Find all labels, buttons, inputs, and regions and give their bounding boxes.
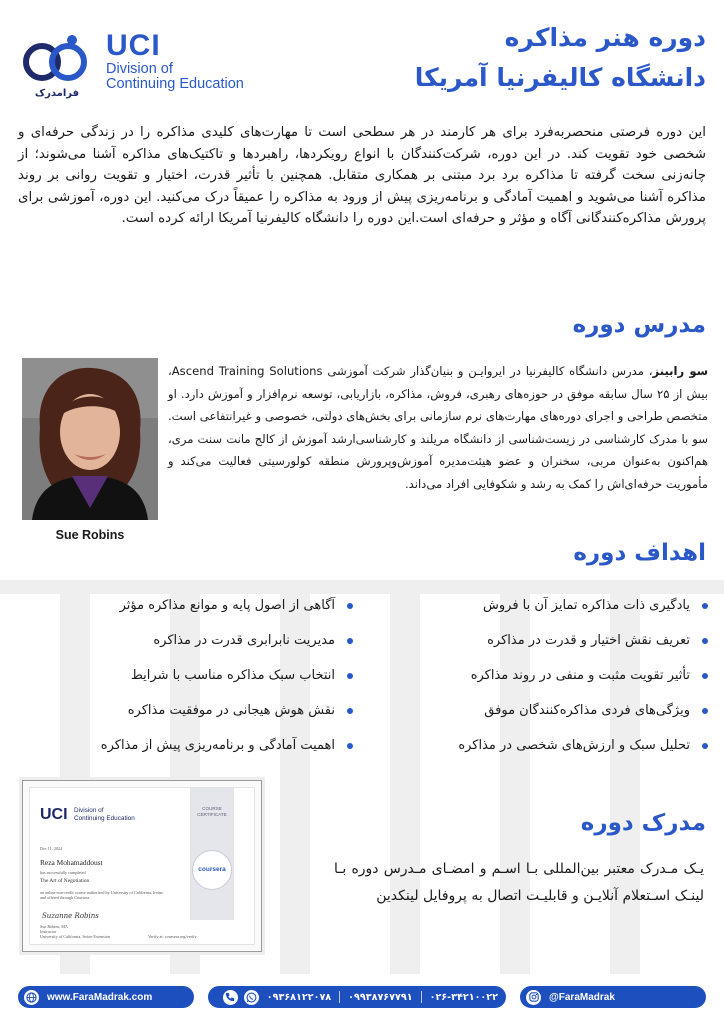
goal-item: تأثیر تقویت مثبت و منفی در روند مذاکره [373,658,708,693]
bullet-dot-icon [702,673,708,679]
phone-number-2[interactable]: ۰۹۹۳۸۷۶۷۷۹۱ [348,991,413,1003]
intro-paragraph: این دوره فرصتی منحصربه‌فرد برای هر کارمند در هر سطحی است تا مهارت‌های کلیدی مذاکره را در زندگی حرفه‌ای و شخصی خود تقویت کند. در این دوره، شرکت‌کنندگان با انواع رویکردها، راهبردها و تاکتیک‌های مذاکره آشنا می‌شوند؛ از چانه‌زنی سخت گرفته تا مذاکره برد برد مبتنی بر همکاری متقابل. همچنین با تأثیر قدرت، اختیار و تقویت روانی بر روند مذاکره آشنا می‌شوید و اهمیت آمادگی و برنامه‌ریزی پیش از ورود به مذاکره را عمیقاً درک می‌کنید. این دوره، آموزشی برای پرورش مذاکره‌کنندگانی آگاه و مؤثر و حرفه‌ای است.این دوره را دانشگاه کالیفرنیا آمریکا ارائه کرده است. [18,125,706,227]
certificate-signer-1: Sue Robins, MA [40,924,69,929]
certificate-verify: Verify at: coursera.org/verify [148,934,197,939]
instagram-icon [526,990,541,1005]
bullet-dot-icon [347,638,353,644]
whatsapp-icon [244,990,259,1005]
goal-item: تعریف نقش اختیار و قدرت در مذاکره [373,623,708,658]
title-line-2: دانشگاه کالیفرنیا آمریکا [414,63,706,92]
instructor-portrait-icon [22,358,158,520]
phone-number-1[interactable]: ۰۹۳۶۸۱۲۲۰۷۸ [266,991,332,1003]
footer-instagram-pill[interactable] [520,986,706,1008]
bullet-dot-icon [347,673,353,679]
goals-list [18,588,708,763]
bullet-dot-icon [702,638,708,644]
goal-item: مدیریت نابرابری قدرت در مذاکره [18,623,353,658]
title-line-1: دوره هنر مذاکره [504,23,706,52]
phone-number-3[interactable]: ۰۲۶-۳۴۲۱۰۰۲۲ [429,991,498,1003]
goal-item: یادگیری ذات مذاکره تمایز آن با فروش [373,588,708,623]
goal-item: تحلیل سبک و ارزش‌های شخصی در مذاکره [373,728,708,763]
bullet-dot-icon [347,708,353,714]
goals-heading: اهداف دوره [573,540,706,566]
instructor-bio [168,360,708,495]
goal-item: ویژگی‌های فردی مذاکره‌کنندگان موفق [373,693,708,728]
footer-website-pill[interactable] [18,986,194,1008]
instructor-heading: مدرس دوره [572,312,706,338]
uci-wordmark [106,30,244,92]
certificate-course: The Art of Negotiation [40,878,90,884]
certificate-recipient: Reza Mohamaddoust [40,858,103,867]
certificate-image [22,780,262,952]
bullet-dot-icon [702,708,708,714]
certificate-ribbon-text: COURSE CERTIFICATE [197,806,227,817]
instructor-bio-text: ، مدرس دانشگاه کالیفرنیا در ایروایـن و بنیان‌گذار شرکت آموزشی Ascend Training Solutions، بیش از ۲۵ سال سابقه موفق در حوزه‌های رهبری، فروش، مذاکره، بازاریابی، توسعه نرم‌افزار و آموزش دارد. او متخصص طراحی و اجرای دوره‌های مهارت‌های نرم سازمانی برای بخش‌های دولتی، خصوصی و غیرانتفاعی است. سو با مدرک کارشناسی در زیست‌شناسی از دانشگاه مریلند و کارشناسی‌ارشد آموزش از کالج مانت سنت مری، هم‌اکنون به‌عنوان مربی، سخنران و عضو هیئت‌مدیره آموزش‌وپرورش منطقه کولورسیتی فعالیت می‌کند و مأموریت حرفه‌ای‌اش را کمک به رشد و شکوفایی افراد می‌داند. [168,364,708,491]
certificate-division: Division of Continuing Education [74,807,135,822]
instructor-photo-caption: Sue Robins [55,528,125,542]
bullet-dot-icon [702,603,708,609]
goal-item: انتخاب سبک مذاکره مناسب با شرایط [18,658,353,693]
instagram-handle[interactable]: @FaraMadrak [549,991,615,1003]
certificate-description: یـک مـدرک معتبر بین‌المللی بـا اسـم و امضـای مـدرس دوره بـا لینـک اسـتعلام آنلایـن و قابلیـت اتصال به پروفایل لینکدین [334,861,704,904]
brand-name-fa: فرامدرک [34,88,80,99]
goal-item: آگاهی از اصول پایه و موانع مذاکره مؤثر [18,588,353,623]
certificate-heading: مدرک دوره [580,810,706,836]
goal-item: نقش هوش هیجانی در موفقیت مذاکره [18,693,353,728]
phone-icon [223,990,238,1005]
faramadrak-logo-icon [20,32,92,96]
certificate-uci: UCI [40,806,68,823]
uci-division-line: Division of [106,61,173,77]
certificate-completed: has successfully completed [40,870,86,875]
certificate-signer-2: Instructor [40,929,57,934]
certificate-signer-3: University of California, Irvine Extension [40,934,111,939]
page-title [346,18,706,98]
instructor-name: سو رابینز [652,364,708,378]
bullet-dot-icon [702,743,708,749]
footer-phone-pill [208,986,506,1008]
bullet-dot-icon [347,743,353,749]
uci-logo [20,28,260,98]
uci-continuing-line: Continuing Education [106,76,244,92]
website-link[interactable]: www.FaraMadrak.com [47,991,153,1003]
instructor-photo [22,358,158,520]
bullet-dot-icon [347,603,353,609]
coursera-seal-text: coursera [198,866,226,873]
certificate-date: Dec 11, 2024 [40,846,63,851]
certificate-sheet [29,787,255,945]
uci-title: UCI [106,29,161,62]
goal-item: اهمیت آمادگی و برنامه‌ریزی پیش از مذاکره [18,728,353,763]
certificate-authorized: an online non-credit course authorized by University of California, Irvine and offered through Coursera [40,890,164,900]
phone-separator [421,991,422,1003]
globe-icon [24,990,39,1005]
certificate-signature: Suzanne Robins [42,912,99,920]
phone-separator [339,991,340,1003]
